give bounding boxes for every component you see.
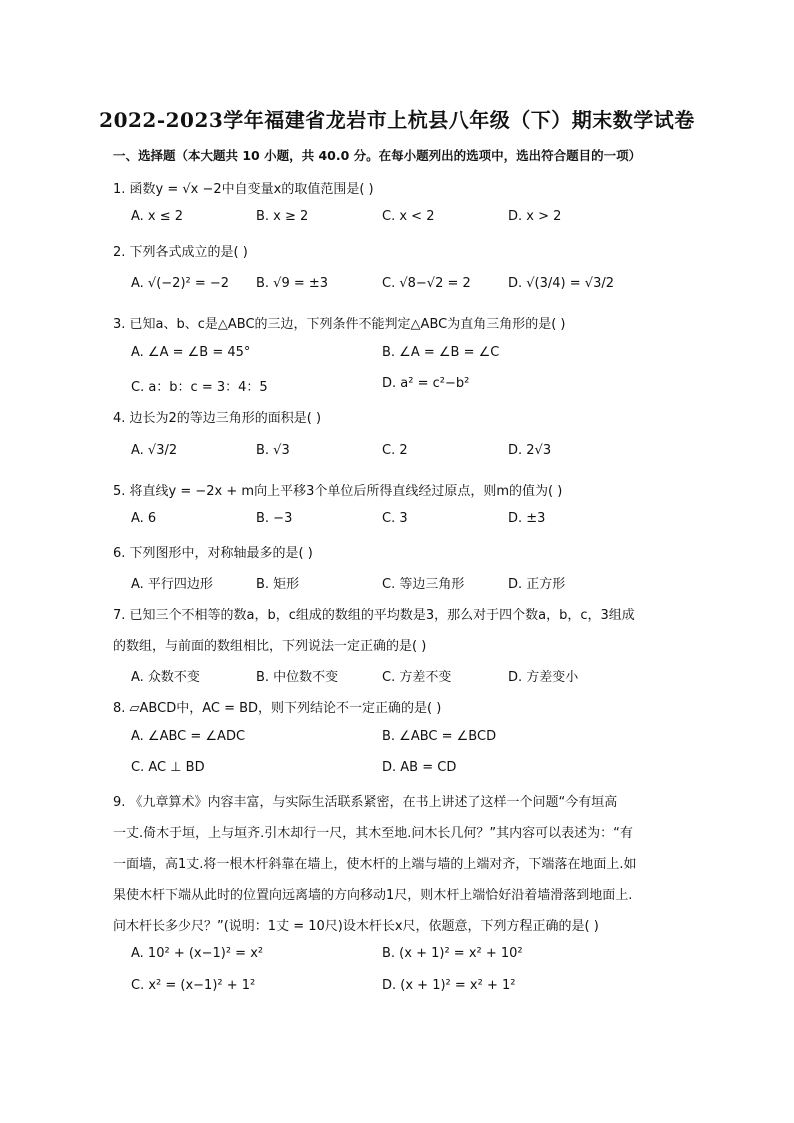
question-1-option-d: D. x > 2 [508,209,562,224]
question-9-line-1: 9. 《九章算术》内容丰富，与实际生活联系紧密，在书上讲述了这样一个问题“今有垣高 [113,795,618,810]
question-5-option-d: D. ±3 [508,511,546,526]
question-6-stem: 6. 下列图形中，对称轴最多的是( ) [113,546,313,561]
question-2-stem: 2. 下列各式成立的是( ) [113,245,248,260]
question-5-option-b: B. −3 [256,511,293,526]
question-7-stem-continued: 的数组，与前面的数组相比，下列说法一定正确的是( ) [113,639,427,654]
question-4-option-c: C. 2 [382,443,408,458]
question-8-option-b: B. ∠ABC = ∠BCD [382,729,497,744]
question-2-option-a: A. √(−2)² = −2 [131,276,230,291]
question-8-option-c: C. AC ⊥ BD [131,760,205,775]
question-7-option-c: C. 方差不变 [382,670,452,685]
question-3-option-c: C. a：b：c = 3：4：5 [131,380,268,395]
question-7-option-b: B. 中位数不变 [256,670,339,685]
question-2-option-c: C. √8−√2 = 2 [382,276,471,291]
question-6-option-b: B. 矩形 [256,577,300,592]
question-4-option-b: B. √3 [256,443,290,458]
question-2-option-d: D. √(3/4) = √3/2 [508,276,614,291]
question-4-option-d: D. 2√3 [508,443,552,458]
question-9-option-a: A. 10² + (x−1)² = x² [131,946,264,961]
question-9-line-2: 一丈.倚木于垣，上与垣齐.引木却行一尺，其木至地.问木长几何？”其内容可以表述为：“有 [113,826,633,841]
question-9-option-c: C. x² = (x−1)² + 1² [131,978,256,993]
question-5-option-c: C. 3 [382,511,408,526]
question-8-stem: 8. ▱ABCD中，AC = BD，则下列结论不一定正确的是( ) [113,701,442,716]
question-7-option-d: D. 方差变小 [508,670,579,685]
question-4-option-a: A. √3/2 [131,443,178,458]
question-9-line-3: 一面墙，高1丈.将一根木杆斜靠在墙上，使木杆的上端与墙的上端对齐，下端落在地面上.如 [113,857,637,872]
question-5-stem: 5. 将直线y = −2x + m向上平移3个单位后所得直线经过原点，则m的值为( ) [113,484,563,499]
section-heading: 一、选择题（本大题共 10 小题，共 40.0 分。在每小题列出的选项中，选出符合题目的一项） [113,148,642,163]
question-1-option-c: C. x < 2 [382,209,435,224]
question-3-option-a: A. ∠A = ∠B = 45° [131,345,251,360]
question-9-option-b: B. (x + 1)² = x² + 10² [382,946,523,961]
question-9-line-5: 问木杆长多少尺？”(说明：1丈 = 10尺)设木杆长x尺，依题意，下列方程正确的是( ) [113,919,599,934]
question-1-option-a: A. x ≤ 2 [131,209,184,224]
question-7-stem: 7. 已知三个不相等的数a，b，c组成的数组的平均数是3，那么对于四个数a，b，c，3组成 [113,608,635,623]
question-3-stem: 3. 已知a、b、c是△ABC的三边，下列条件不能判定△ABC为直角三角形的是( ) [113,317,566,332]
question-8-option-a: A. ∠ABC = ∠ADC [131,729,246,744]
page-title: 2022-2023学年福建省龙岩市上杭县八年级（下）期末数学试卷 [99,108,695,132]
question-1-option-b: B. x ≥ 2 [256,209,309,224]
question-2-option-b: B. √9 = ±3 [256,276,329,291]
question-1-stem: 1. 函数y = √x −2中自变量x的取值范围是( ) [113,182,374,197]
question-9-option-d: D. (x + 1)² = x² + 1² [382,978,516,993]
question-6-option-c: C. 等边三角形 [382,577,465,592]
question-5-option-a: A. 6 [131,511,157,526]
question-4-stem: 4. 边长为2的等边三角形的面积是( ) [113,411,322,426]
question-7-option-a: A. 众数不变 [131,670,200,685]
question-8-option-d: D. AB = CD [382,760,457,775]
question-3-option-d: D. a² = c²−b² [382,376,470,391]
question-6-option-d: D. 正方形 [508,577,566,592]
question-6-option-a: A. 平行四边形 [131,577,213,592]
question-3-option-b: B. ∠A = ∠B = ∠C [382,345,500,360]
question-9-line-4: 果使木杆下端从此时的位置向远离墙的方向移动1尺，则木杆上端恰好沿着墙滑落到地面上. [113,888,633,903]
